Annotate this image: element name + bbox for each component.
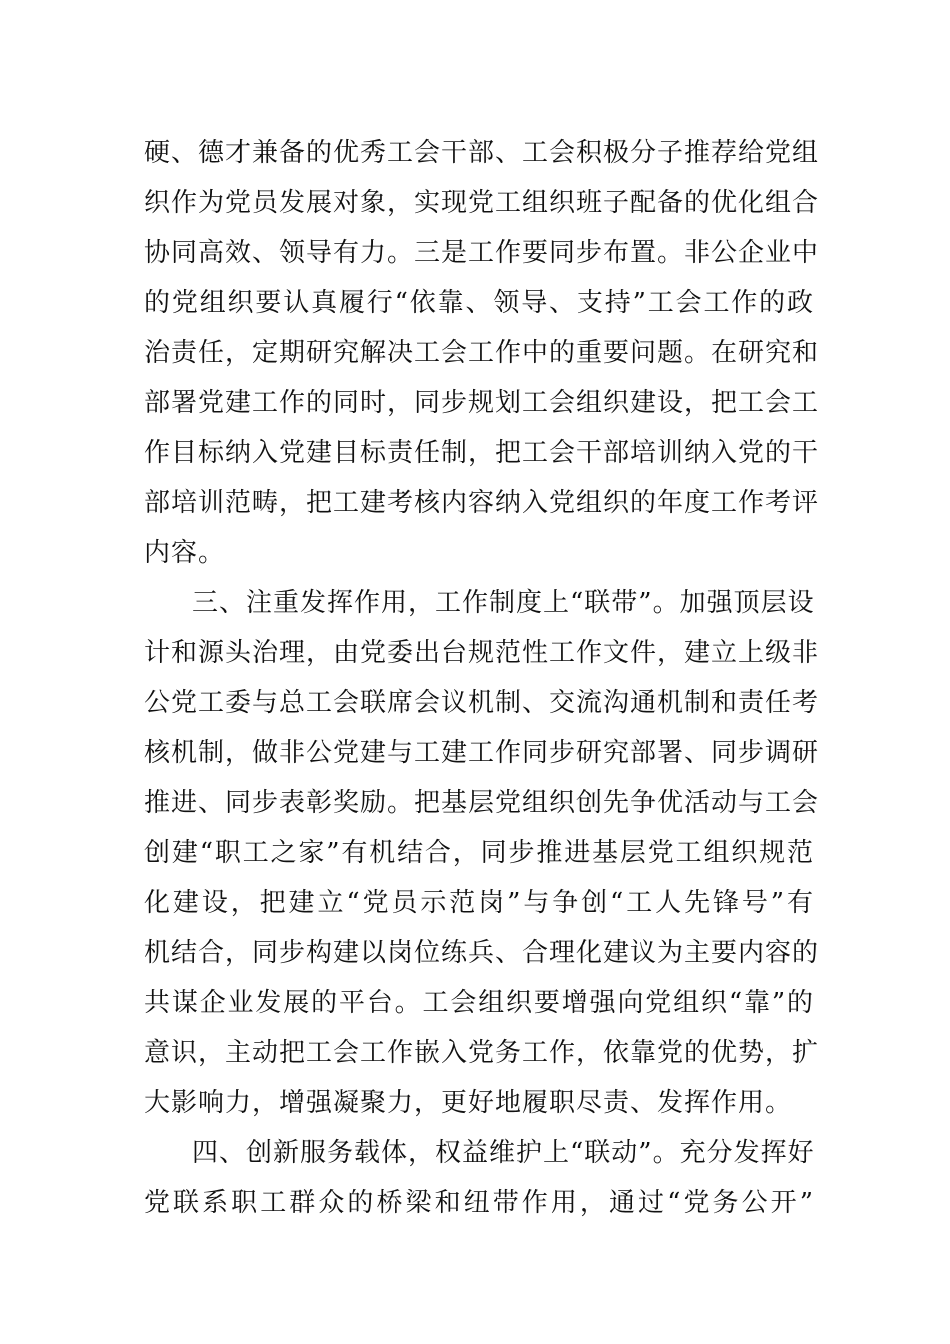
text-line: 织作为党员发展对象，实现党工组织班子配备的优化组合 — [144, 188, 820, 218]
text-line: 部署党建工作的同时，同步规划工会组织建设，把工会工 — [144, 388, 820, 418]
text-line: 治责任，定期研究解决工会工作中的重要问题。在研究和 — [144, 338, 820, 368]
text-line: 化建设，把建立“党员示范岗”与争创“工人先锋号”有 — [144, 888, 814, 918]
text-line: 共谋企业发展的平台。工会组织要增强向党组织“靠”的 — [144, 988, 814, 1018]
text-line: 机结合，同步构建以岗位练兵、合理化建议为主要内容的 — [144, 938, 820, 968]
text-line: 的党组织要认真履行“依靠、领导、支持”工会工作的政 — [144, 288, 814, 318]
text-line: 创建“职工之家”有机结合，同步推进基层党工组织规范 — [144, 838, 814, 868]
text-line: 内容。 — [144, 538, 226, 568]
paragraph-heading-line: 三、注重发挥作用，工作制度上“联带”。加强顶层设 — [192, 588, 815, 618]
text-line: 公党工委与总工会联席会议机制、交流沟通机制和责任考 — [144, 688, 820, 718]
text-line: 部培训范畴，把工建考核内容纳入党组织的年度工作考评 — [144, 488, 820, 518]
text-line: 核机制，做非公党建与工建工作同步研究部署、同步调研 — [144, 738, 820, 768]
text-line: 作目标纳入党建目标责任制，把工会干部培训纳入党的干 — [144, 438, 820, 468]
text-line: 大影响力，增强凝聚力，更好地履职尽责、发挥作用。 — [144, 1088, 793, 1118]
text-line: 硬、德才兼备的优秀工会干部、工会积极分子推荐给党组 — [144, 138, 820, 168]
text-line: 计和源头治理，由党委出台规范性工作文件，建立上级非 — [144, 638, 820, 668]
paragraph-heading-line: 四、创新服务载体，权益维护上“联动”。充分发挥好 — [192, 1138, 815, 1168]
text-line: 意识，主动把工会工作嵌入党务工作，依靠党的优势，扩 — [144, 1038, 820, 1068]
document-body — [144, 128, 820, 1228]
text-line: 党联系职工群众的桥梁和纽带作用，通过“党务公开” — [144, 1188, 814, 1218]
text-line: 推进、同步表彰奖励。把基层党组织创先争优活动与工会 — [144, 788, 820, 818]
text-line: 协同高效、领导有力。三是工作要同步布置。非公企业中 — [144, 238, 820, 268]
